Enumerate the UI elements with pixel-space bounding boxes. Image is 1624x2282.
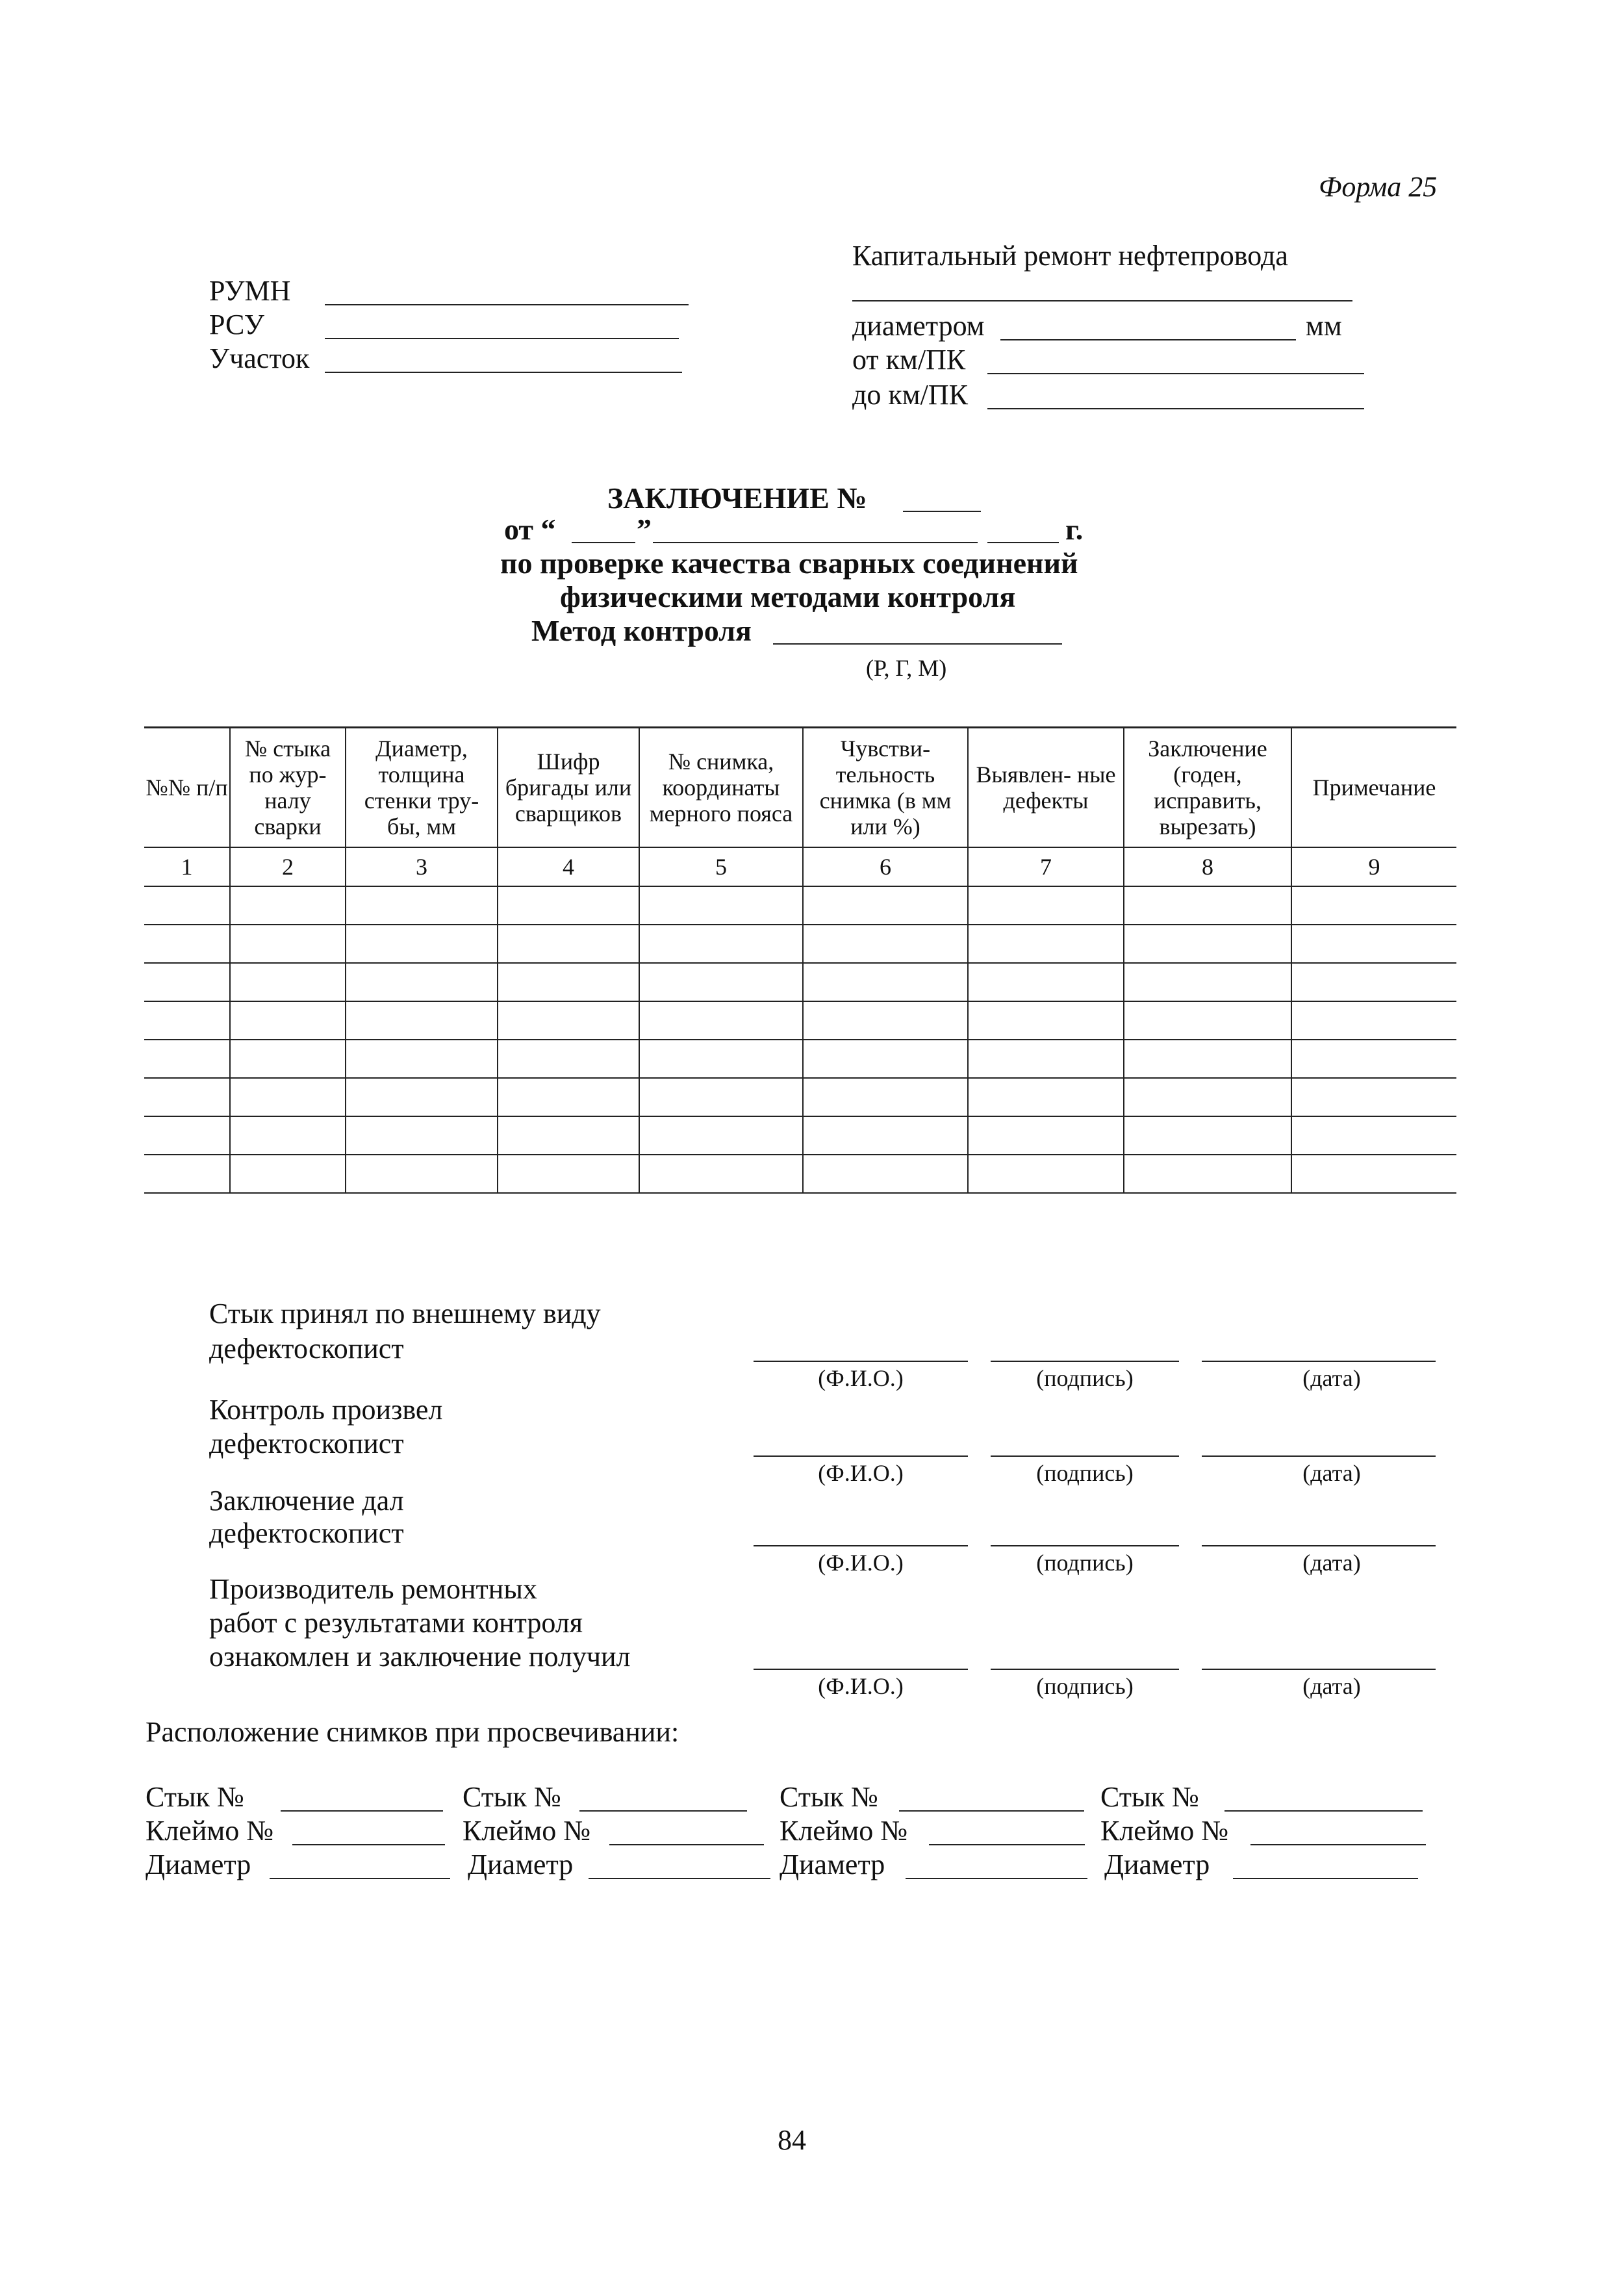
table-row[interactable] [144, 1040, 1456, 1078]
page-number: 84 [778, 2124, 806, 2156]
table-cell[interactable] [498, 1155, 639, 1193]
date-from-label: от “ [504, 513, 556, 546]
sig2-fio-caption: (Ф.И.О.) [818, 1460, 904, 1486]
table-cell[interactable] [968, 1001, 1124, 1040]
table-cell[interactable] [1124, 1001, 1291, 1040]
table-cell[interactable] [803, 1040, 968, 1078]
table-cell[interactable] [144, 1001, 230, 1040]
table-cell[interactable] [1124, 963, 1291, 1001]
table-cell[interactable] [639, 925, 803, 963]
form-number: Форма 25 [1319, 171, 1438, 203]
doc-title: ЗАКЛЮЧЕНИЕ № [607, 481, 867, 515]
from-km-label: от км/ПК [852, 344, 966, 376]
table-cell[interactable] [1124, 1116, 1291, 1155]
stamp-field-2[interactable] [609, 1844, 764, 1845]
table-cell[interactable] [230, 1116, 346, 1155]
column-number: 9 [1291, 847, 1456, 886]
table-row[interactable] [144, 1155, 1456, 1193]
table-cell[interactable] [498, 1001, 639, 1040]
sig1-fio-field[interactable] [754, 1361, 968, 1362]
table-cell[interactable] [346, 1078, 498, 1116]
table-row[interactable] [144, 1078, 1456, 1116]
table-cell[interactable] [498, 963, 639, 1001]
joint-label-3: Стык № [780, 1781, 878, 1813]
joint-label-2: Стык № [463, 1781, 561, 1813]
col-header: Диаметр, толщина стенки тру- бы, мм [346, 728, 498, 848]
table-cell[interactable] [968, 886, 1124, 925]
table-cell[interactable] [803, 1078, 968, 1116]
joint-field-1[interactable] [281, 1810, 443, 1812]
col-header: № снимка, координаты мерного пояса [639, 728, 803, 848]
column-number-row [144, 847, 1456, 886]
table-cell[interactable] [968, 1078, 1124, 1116]
diameter-field-3[interactable] [906, 1878, 1087, 1879]
repair-title: Капитальный ремонт нефтепровода [852, 240, 1288, 272]
rumn-field[interactable] [325, 304, 689, 305]
sig3-fio-field[interactable] [754, 1545, 968, 1546]
method-field[interactable] [773, 643, 1062, 645]
table-cell[interactable] [968, 1040, 1124, 1078]
table-cell[interactable] [639, 1078, 803, 1116]
rsu-field[interactable] [325, 338, 679, 339]
sig1-date-caption: (дата) [1302, 1365, 1361, 1391]
sig1-date-field[interactable] [1202, 1361, 1436, 1362]
diameter-unit: мм [1306, 310, 1342, 342]
sig3-label-2: дефектоскопист [209, 1517, 404, 1549]
table-cell[interactable] [1291, 1001, 1456, 1040]
column-number: 2 [230, 847, 346, 886]
table-cell[interactable] [803, 886, 968, 925]
joint-label-4: Стык № [1100, 1781, 1199, 1813]
table-cell[interactable] [144, 1040, 230, 1078]
table-cell[interactable] [230, 1040, 346, 1078]
rsu-label: РСУ [209, 309, 264, 340]
table-cell[interactable] [144, 963, 230, 1001]
col-header: Примечание [1291, 728, 1456, 848]
col-header: Шифр бригады или сварщиков [498, 728, 639, 848]
table-cell[interactable] [968, 925, 1124, 963]
col-header: Выявлен- ные дефекты [968, 728, 1124, 848]
table-cell[interactable] [144, 925, 230, 963]
column-number: 4 [498, 847, 639, 886]
table-cell[interactable] [1291, 1155, 1456, 1193]
table-cell[interactable] [346, 1040, 498, 1078]
table-cell[interactable] [968, 1155, 1124, 1193]
table-cell[interactable] [144, 886, 230, 925]
images-layout-heading: Расположение снимков при просвечивании: [146, 1716, 679, 1748]
doc-subtitle-1: по проверке качества сварных соединений [500, 546, 1078, 580]
sig1-label-2: дефектоскопист [209, 1333, 404, 1365]
sig3-date-caption: (дата) [1302, 1550, 1361, 1576]
col-header: Чувстви- тельность снимка (в мм или %) [803, 728, 968, 848]
table-cell[interactable] [1291, 1116, 1456, 1155]
table-cell[interactable] [1124, 1155, 1291, 1193]
column-number: 7 [968, 847, 1124, 886]
stamp-field-1[interactable] [292, 1844, 445, 1845]
sig4-signature-field[interactable] [991, 1669, 1179, 1670]
sig4-label-1: Производитель ремонтных [209, 1573, 537, 1605]
table-cell[interactable] [1124, 886, 1291, 925]
sig3-label-1: Заключение дал [209, 1485, 404, 1517]
table-cell[interactable] [1124, 1040, 1291, 1078]
diameter-field-4[interactable] [1233, 1878, 1418, 1879]
stamp-label-3: Клеймо № [780, 1815, 908, 1847]
sig3-signature-caption: (подпись) [1036, 1550, 1134, 1576]
table-cell[interactable] [498, 1116, 639, 1155]
sig2-label-1: Контроль произвел [209, 1394, 443, 1426]
table-cell[interactable] [230, 1155, 346, 1193]
table-cell[interactable] [498, 1078, 639, 1116]
sig2-label-2: дефектоскопист [209, 1428, 404, 1459]
stamp-field-3[interactable] [929, 1844, 1085, 1845]
table-cell[interactable] [230, 963, 346, 1001]
column-number: 1 [144, 847, 230, 886]
column-number: 3 [346, 847, 498, 886]
table-cell[interactable] [1291, 963, 1456, 1001]
rumn-label: РУМН [209, 275, 291, 307]
table-cell[interactable] [498, 1040, 639, 1078]
sig2-fio-field[interactable] [754, 1455, 968, 1457]
col-header: №№ п/п [144, 728, 230, 848]
doc-subtitle-2: физическими методами контроля [560, 580, 1016, 613]
pipeline-name-field[interactable] [852, 300, 1352, 301]
joint-label-1: Стык № [146, 1781, 244, 1813]
sig1-label-1: Стык принял по внешнему виду [209, 1298, 601, 1329]
table-cell[interactable] [1291, 1040, 1456, 1078]
table-cell[interactable] [346, 1116, 498, 1155]
sig3-date-field[interactable] [1202, 1545, 1436, 1546]
month-field[interactable] [653, 542, 978, 543]
table-cell[interactable] [230, 1078, 346, 1116]
diameter-label-2: Диаметр [468, 1849, 574, 1880]
stamp-label-4: Клеймо № [1100, 1815, 1229, 1847]
diameter-label-3: Диаметр [780, 1849, 885, 1880]
sig2-signature-caption: (подпись) [1036, 1460, 1134, 1486]
table-cell[interactable] [803, 925, 968, 963]
table-cell[interactable] [346, 886, 498, 925]
day-field[interactable] [572, 542, 635, 543]
diameter-field[interactable] [1000, 339, 1296, 340]
joint-field-3[interactable] [899, 1810, 1084, 1812]
doc-number-field[interactable] [903, 511, 981, 512]
to-km-field[interactable] [987, 408, 1364, 409]
stamp-field-4[interactable] [1250, 1844, 1426, 1845]
sig3-fio-caption: (Ф.И.О.) [818, 1550, 904, 1576]
sig4-date-field[interactable] [1202, 1669, 1436, 1670]
from-km-field[interactable] [987, 373, 1364, 374]
table-cell[interactable] [968, 1116, 1124, 1155]
inspection-table [144, 726, 1456, 1194]
joint-field-2[interactable] [579, 1810, 747, 1812]
stamp-label-1: Клеймо № [146, 1815, 274, 1847]
table-header-row [144, 728, 1456, 848]
table-row[interactable] [144, 1001, 1456, 1040]
sig4-fio-caption: (Ф.И.О.) [818, 1673, 904, 1699]
sig4-signature-caption: (подпись) [1036, 1673, 1134, 1699]
diameter-label-1: Диаметр [146, 1849, 251, 1880]
table-cell[interactable] [803, 1116, 968, 1155]
table-cell[interactable] [144, 1116, 230, 1155]
table-cell[interactable] [1291, 1078, 1456, 1116]
joint-field-4[interactable] [1224, 1810, 1423, 1812]
sig1-fio-caption: (Ф.И.О.) [818, 1365, 904, 1391]
diameter-field-2[interactable] [589, 1878, 770, 1879]
sig4-label-3: ознакомлен и заключение получил [209, 1641, 631, 1673]
table-cell[interactable] [639, 1116, 803, 1155]
year-field[interactable] [987, 542, 1059, 543]
date-quote: ” [637, 513, 652, 546]
table-cell[interactable] [1124, 1078, 1291, 1116]
table-cell[interactable] [1124, 925, 1291, 963]
sig4-label-2: работ с результатами контроля [209, 1607, 583, 1639]
table-cell[interactable] [803, 1001, 968, 1040]
method-label: Метод контроля [531, 614, 752, 647]
table-cell[interactable] [230, 1001, 346, 1040]
col-header: № стыка по жур- налу сварки [230, 728, 346, 848]
year-suffix: г. [1065, 513, 1084, 546]
table-row[interactable] [144, 1116, 1456, 1155]
sig3-signature-field[interactable] [991, 1545, 1179, 1546]
diameter-label: диаметром [852, 310, 985, 342]
to-km-label: до км/ПК [852, 379, 968, 411]
sig1-signature-field[interactable] [991, 1361, 1179, 1362]
sig2-date-field[interactable] [1202, 1455, 1436, 1457]
table-cell[interactable] [230, 886, 346, 925]
table-cell[interactable] [968, 963, 1124, 1001]
sig2-signature-field[interactable] [991, 1455, 1179, 1457]
table-cell[interactable] [346, 963, 498, 1001]
table-cell[interactable] [346, 1155, 498, 1193]
table-cell[interactable] [639, 1155, 803, 1193]
column-number: 5 [639, 847, 803, 886]
column-number: 6 [803, 847, 968, 886]
diameter-field-1[interactable] [270, 1878, 450, 1879]
site-field[interactable] [325, 372, 682, 373]
table-cell[interactable] [498, 925, 639, 963]
sig2-date-caption: (дата) [1302, 1460, 1361, 1486]
site-label: Участок [209, 342, 310, 374]
table-cell[interactable] [639, 963, 803, 1001]
table-cell[interactable] [639, 1001, 803, 1040]
table-cell[interactable] [346, 925, 498, 963]
stamp-label-2: Клеймо № [463, 1815, 591, 1847]
table-row[interactable] [144, 963, 1456, 1001]
table-cell[interactable] [639, 1040, 803, 1078]
table-cell[interactable] [1291, 925, 1456, 963]
table-cell[interactable] [230, 925, 346, 963]
column-number: 8 [1124, 847, 1291, 886]
table-cell[interactable] [1291, 886, 1456, 925]
table-cell[interactable] [498, 886, 639, 925]
table-cell[interactable] [346, 1001, 498, 1040]
col-header: Заключение (годен, исправить, вырезать) [1124, 728, 1291, 848]
table-cell[interactable] [639, 886, 803, 925]
sig4-fio-field[interactable] [754, 1669, 968, 1670]
method-hint: (Р, Г, М) [866, 655, 947, 681]
diameter-label-4: Диаметр [1104, 1849, 1210, 1880]
table-cell[interactable] [803, 963, 968, 1001]
table-row[interactable] [144, 925, 1456, 963]
table-cell[interactable] [144, 1155, 230, 1193]
sig1-signature-caption: (подпись) [1036, 1365, 1134, 1391]
table-cell[interactable] [803, 1155, 968, 1193]
sig4-date-caption: (дата) [1302, 1673, 1361, 1699]
table-cell[interactable] [144, 1078, 230, 1116]
table-row[interactable] [144, 886, 1456, 925]
